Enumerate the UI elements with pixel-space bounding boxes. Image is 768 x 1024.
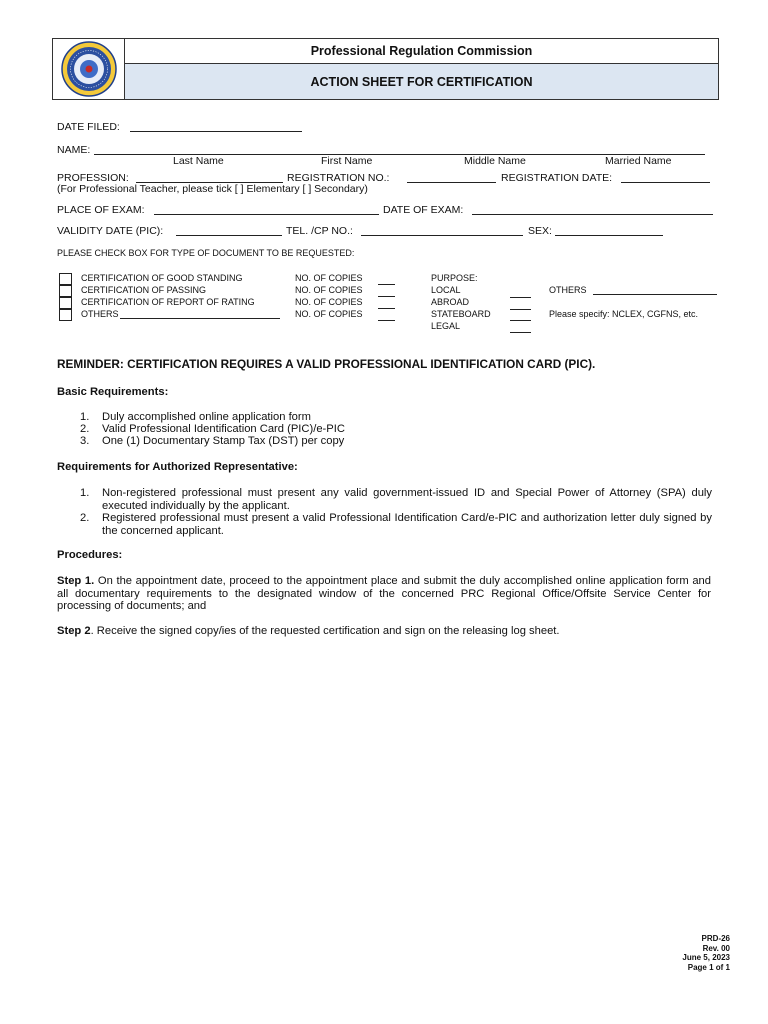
registration-no-field[interactable] <box>407 182 496 183</box>
revision-date: June 5, 2023 <box>682 953 730 962</box>
copies-field-4[interactable] <box>378 320 395 321</box>
tel-label: TEL. /CP NO.: <box>286 225 353 237</box>
copies-label-2: NO. OF COPIES <box>295 285 363 295</box>
purpose-legal-field[interactable] <box>510 320 531 321</box>
check-instruction: PLEASE CHECK BOX FOR TYPE OF DOCUMENT TO BE REQUESTED: <box>57 248 355 258</box>
doc-others-label: OTHERS <box>81 309 119 319</box>
prc-seal-logo <box>53 39 125 99</box>
sex-label: SEX: <box>528 225 552 237</box>
document-title: ACTION SHEET FOR CERTIFICATION <box>125 64 718 99</box>
copies-label-3: NO. OF COPIES <box>295 297 363 307</box>
name-label: NAME: <box>57 144 91 156</box>
checkbox-good-standing[interactable] <box>59 273 72 285</box>
registration-no-label: REGISTRATION NO.: <box>287 172 390 184</box>
purpose-abroad-label: ABROAD <box>431 297 470 307</box>
checkbox-report-of-rating[interactable] <box>59 297 72 309</box>
purpose-others-label: OTHERS <box>549 285 587 295</box>
prc-seal-icon <box>58 40 120 98</box>
profession-label: PROFESSION: <box>57 172 129 184</box>
purpose-stateboard-label: STATEBOARD <box>431 309 491 319</box>
copies-field-1[interactable] <box>378 284 395 285</box>
checkbox-others[interactable] <box>59 309 72 321</box>
sex-field[interactable] <box>555 235 663 236</box>
revision: Rev. 00 <box>702 943 730 953</box>
procedure-step-2: Step 2. Receive the signed copy/ies of the requested certification and sign on the releasing log sheet. <box>57 625 560 637</box>
validity-date-label: VALIDITY DATE (PIC): <box>57 225 164 237</box>
basic-requirements-heading: Basic Requirements: <box>57 386 169 398</box>
purpose-stateboard-field[interactable] <box>510 309 531 310</box>
place-of-exam-label: PLACE OF EXAM: <box>57 204 145 216</box>
purpose-extra-field[interactable] <box>510 332 531 333</box>
copies-label-4: NO. OF COPIES <box>295 309 363 319</box>
purpose-legal-label: LEGAL <box>431 321 461 331</box>
name-part-first: First Name <box>321 155 373 167</box>
doc-passing-label: CERTIFICATION OF PASSING <box>81 285 207 295</box>
date-filed-field[interactable] <box>130 131 302 132</box>
checkbox-passing[interactable] <box>59 285 72 297</box>
purpose-label: PURPOSE: <box>431 273 478 283</box>
place-of-exam-field[interactable] <box>154 214 379 215</box>
name-part-married: Married Name <box>605 155 672 167</box>
registration-date-label: REGISTRATION DATE: <box>501 172 613 184</box>
purpose-others-field[interactable] <box>593 294 717 295</box>
date-of-exam-label: DATE OF EXAM: <box>383 204 464 216</box>
org-name: Professional Regulation Commission <box>125 39 718 64</box>
purpose-abroad-field[interactable] <box>510 297 531 298</box>
doc-good-standing-label: CERTIFICATION OF GOOD STANDING <box>81 273 243 283</box>
tel-field[interactable] <box>361 235 523 236</box>
teacher-note: (For Professional Teacher, please tick [ ] Elementary [ ] Secondary) <box>57 183 368 195</box>
procedure-step-1: Step 1. On the appointment date, proceed to the appointment place and submit the duly accomplished online application form and all documentary requirements to the designated window of the concerned PRC Regional Office/Offsite Service Center for processing of documents; and <box>57 575 712 612</box>
validity-date-field[interactable] <box>176 235 282 236</box>
copies-field-3[interactable] <box>378 308 395 309</box>
date-filed-label: DATE FILED: <box>57 121 120 133</box>
form-code: PRD-26 <box>701 934 730 943</box>
date-of-exam-field[interactable] <box>472 214 713 215</box>
name-part-middle: Middle Name <box>464 155 526 167</box>
authorized-representative-heading: Requirements for Authorized Representative: <box>57 461 298 473</box>
doc-report-of-rating-label: CERTIFICATION OF REPORT OF RATING <box>81 297 255 307</box>
name-part-last: Last Name <box>173 155 224 167</box>
doc-others-field[interactable] <box>120 318 280 319</box>
purpose-local-label: LOCAL <box>431 285 461 295</box>
copies-label-1: NO. OF COPIES <box>295 273 363 283</box>
reminder-text: REMINDER: CERTIFICATION REQUIRES A VALID PROFESSIONAL IDENTIFICATION CARD (PIC). <box>57 357 596 371</box>
registration-date-field[interactable] <box>621 182 710 183</box>
document-header <box>52 38 719 100</box>
procedures-heading: Procedures: <box>57 549 123 561</box>
document-footer <box>682 934 730 972</box>
page-number: Page 1 of 1 <box>687 962 730 972</box>
please-specify-note: Please specify: NCLEX, CGFNS, etc. <box>549 309 699 319</box>
copies-field-2[interactable] <box>378 296 395 297</box>
